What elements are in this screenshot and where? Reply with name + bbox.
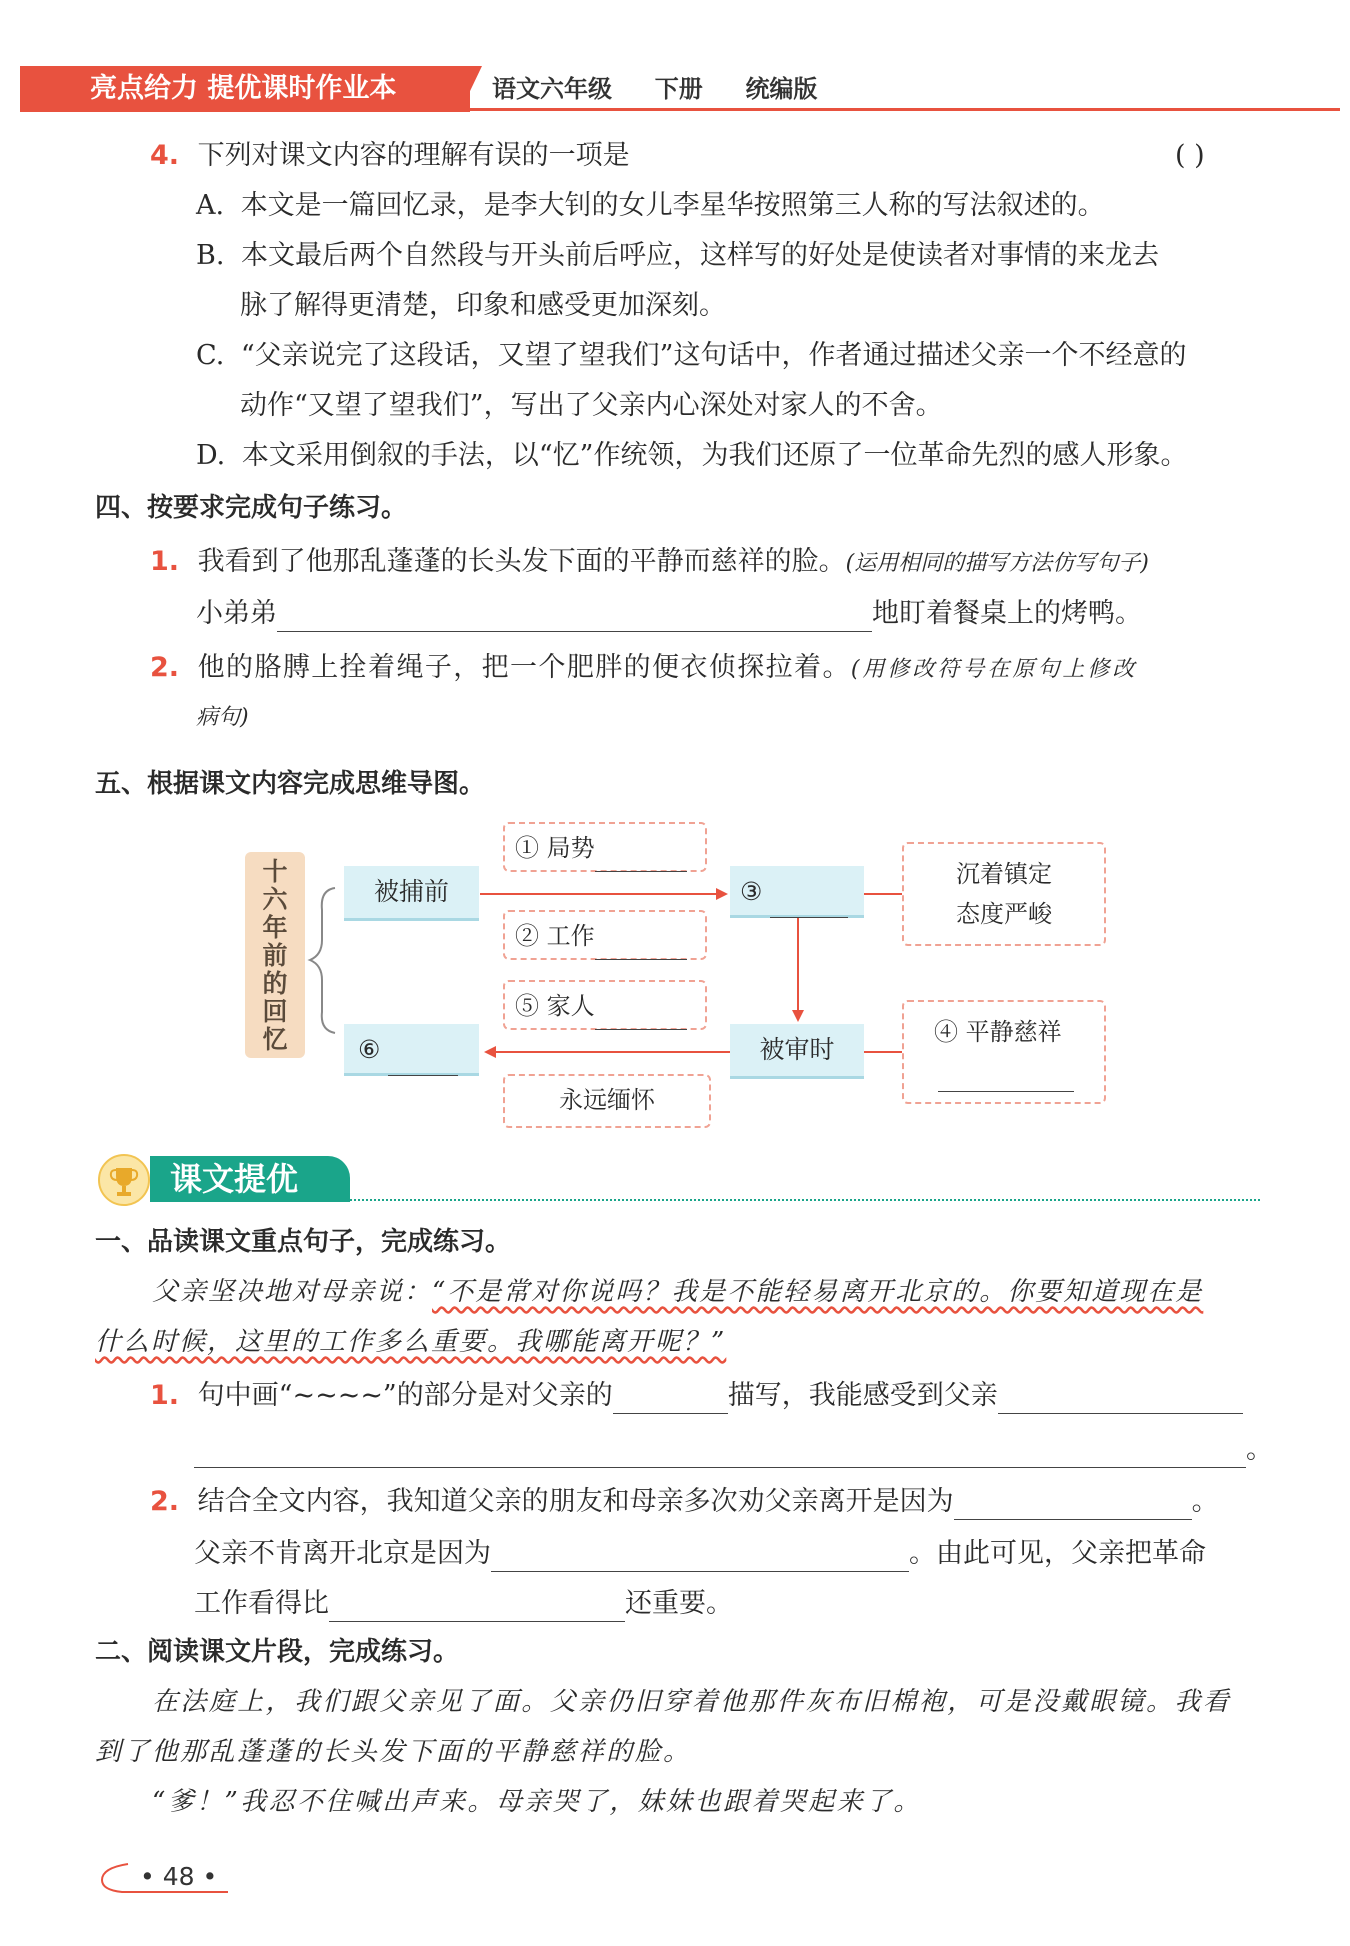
p1-q1-line-2 bbox=[194, 1432, 1273, 1468]
option-text-cont: 动作“又望了望我们”，写出了父亲内心深处对家人的不舍。 bbox=[240, 390, 943, 421]
p1-q1-line bbox=[150, 1378, 1243, 1414]
q4-answer-paren[interactable]: ( ) bbox=[1175, 140, 1205, 171]
option-label: D. bbox=[196, 440, 226, 471]
box-trial: 被审时 bbox=[730, 1024, 864, 1079]
p1-q2-text-d: 。由此可见，父亲把革命 bbox=[909, 1538, 1206, 1569]
item-5-blank[interactable] bbox=[595, 1007, 687, 1030]
p1-q2-text-f: 还重要。 bbox=[625, 1588, 733, 1619]
p1-q2-blank-3[interactable] bbox=[329, 1593, 625, 1622]
section-title-rule bbox=[350, 1199, 1260, 1201]
calm-line-1: 沉着镇定 bbox=[956, 860, 1052, 888]
s4-q2-note-cont: 病句) bbox=[196, 705, 249, 730]
p1-q2-text-c: 父亲不肯离开北京是因为 bbox=[194, 1538, 491, 1569]
p1-q2-line-2 bbox=[194, 1536, 1206, 1572]
arrowhead bbox=[792, 1010, 804, 1022]
q4-number: 4. bbox=[150, 140, 180, 171]
arrowhead bbox=[716, 888, 728, 900]
header-volume: 下册 bbox=[654, 75, 703, 103]
option-label: A. bbox=[196, 190, 225, 221]
option-text: 本文是一篇回忆录，是李大钊的女儿李星华按照第三人称的写法叙述的。 bbox=[240, 190, 1105, 221]
passage-line-1: 在法庭上，我们跟父亲见了面。父亲仍旧穿着他那件灰布旧棉袍，可是没戴眼镜。我看 bbox=[152, 1687, 1232, 1717]
header-brand: 亮点给力 提优课时作业本 bbox=[90, 73, 397, 104]
s4-q1-text: 我看到了他那乱蓬蓬的长头发下面的平静而慈祥的脸。 bbox=[197, 546, 846, 577]
box-3[interactable] bbox=[730, 866, 864, 918]
title-char: 六 bbox=[262, 885, 288, 914]
option-label: B. bbox=[196, 240, 225, 271]
title-char: 的 bbox=[262, 969, 288, 998]
header-edition: 统编版 bbox=[745, 75, 818, 103]
item-2-work[interactable] bbox=[503, 910, 707, 960]
quote-line-2: 什么时候，这里的工作多么重要。我哪能离开呢？” bbox=[95, 1327, 727, 1357]
option-text: 本文采用倒叙的手法，以“忆”作统领，为我们还原了一位革命先烈的感人形象。 bbox=[241, 440, 1188, 471]
title-char: 年 bbox=[262, 913, 288, 942]
item-5-family[interactable] bbox=[503, 980, 707, 1030]
item-4-label: ④ 平静慈祥 bbox=[934, 1018, 1062, 1046]
s4-q2-text: 他的胳膊上拴着绳子，把一个肥胖的便衣侦探拉着。 bbox=[197, 652, 851, 683]
box-6[interactable] bbox=[344, 1024, 479, 1076]
s4-q2-note: (用修改符号在原句上修改 bbox=[850, 657, 1138, 682]
p1-q1-blank-1[interactable] bbox=[613, 1385, 728, 1414]
p1-q2-text-b: 。 bbox=[1191, 1486, 1219, 1517]
passage-line-2: 到了他那乱蓬蓬的长头发下面的平静慈祥的脸。 bbox=[95, 1737, 692, 1767]
box-6-label: ⑥ bbox=[358, 1035, 381, 1064]
calm-line-2: 态度严峻 bbox=[956, 900, 1052, 928]
section-title-kewen: 课文提优 bbox=[150, 1156, 350, 1202]
part2-heading: 二、阅读课文片段，完成练习。 bbox=[95, 1637, 460, 1667]
option-text: “父亲说完了这段话，又望了望我们”这句话中，作者通过描述父亲一个不经意的 bbox=[240, 340, 1187, 371]
p1-q1-end: 。 bbox=[1246, 1434, 1273, 1465]
p1-q2-number: 2. bbox=[150, 1486, 180, 1517]
p1-q2-text-a: 结合全文内容，我知道父亲的朋友和母亲多次劝父亲离开是因为 bbox=[197, 1486, 954, 1517]
arrowhead bbox=[484, 1046, 496, 1058]
s4-q1-note: (运用相同的描写方法仿写句子) bbox=[845, 551, 1149, 576]
item-2-blank[interactable] bbox=[595, 937, 687, 960]
quote-prefix: 父亲坚决地对母亲说： bbox=[152, 1277, 433, 1307]
p1-q2-blank-1[interactable] bbox=[954, 1491, 1192, 1520]
title-char: 回 bbox=[262, 997, 288, 1026]
section4-heading: 四、按要求完成句子练习。 bbox=[95, 493, 408, 523]
box-6-blank[interactable] bbox=[388, 1053, 458, 1076]
section5-heading: 五、根据课文内容完成思维导图。 bbox=[95, 769, 486, 799]
s4-q1-prefix: 小弟弟 bbox=[196, 598, 277, 629]
p1-q1-blank-2[interactable] bbox=[998, 1385, 1243, 1414]
q4-stem: 下列对课文内容的理解有误的一项是 bbox=[197, 140, 630, 171]
p1-q1-number: 1. bbox=[150, 1380, 180, 1411]
item-1-label: ① 局势 bbox=[515, 834, 595, 862]
item-forever-remember: 永远缅怀 bbox=[503, 1074, 711, 1128]
item-1-situation[interactable] bbox=[503, 822, 707, 872]
title-char: 十 bbox=[262, 857, 288, 886]
header-subject-text: 语文六年级 bbox=[492, 75, 612, 103]
p1-q2-blank-2[interactable] bbox=[491, 1543, 909, 1572]
p1-q1-text-b: 描写，我能感受到父亲 bbox=[727, 1380, 998, 1411]
p1-q2-line-3 bbox=[194, 1586, 733, 1622]
page-number: • 48 • bbox=[140, 1862, 218, 1891]
part1-heading: 一、品读课文重点句子，完成练习。 bbox=[95, 1227, 512, 1257]
item-4-box[interactable] bbox=[902, 1000, 1106, 1104]
option-text: 本文最后两个自然段与开头前后呼应，这样写的好处是使读者对事情的来龙去 bbox=[241, 240, 1160, 271]
s4-q1-number: 1. bbox=[150, 546, 180, 577]
title-char: 忆 bbox=[262, 1025, 288, 1054]
trophy-icon bbox=[98, 1154, 150, 1206]
s4-q2-number: 2. bbox=[150, 652, 180, 683]
option-label: C. bbox=[196, 340, 225, 371]
title-char: 前 bbox=[262, 941, 288, 970]
p1-q1-text-a: 句中画“~~~~”的部分是对父亲的 bbox=[197, 1380, 613, 1411]
p1-q2-line bbox=[150, 1484, 1219, 1520]
brace-shape bbox=[310, 888, 335, 1033]
p1-q2-text-e: 工作看得比 bbox=[194, 1588, 329, 1619]
s4-q1-suffix: 地盯着餐桌上的烤鸭。 bbox=[872, 598, 1142, 629]
calm-box bbox=[902, 842, 1106, 946]
passage-line-3: “爹！”我忍不住喊出声来。母亲哭了，妹妹也跟着哭起来了。 bbox=[152, 1787, 922, 1817]
item-2-label: ② 工作 bbox=[515, 922, 595, 950]
box-3-blank[interactable] bbox=[770, 895, 848, 918]
p1-q1-blank-3[interactable] bbox=[194, 1439, 1246, 1468]
box-3-label: ③ bbox=[740, 877, 763, 906]
quote-line-1 bbox=[152, 1274, 1203, 1310]
item-5-label: ⑤ 家人 bbox=[515, 992, 595, 1020]
item-4-blank[interactable] bbox=[938, 1065, 1074, 1092]
option-text-cont: 脉了解得更清楚，印象和感受更加深刻。 bbox=[240, 290, 726, 321]
box-before-arrest: 被捕前 bbox=[344, 866, 479, 921]
quote-underlined: “不是常对你说吗？我是不能轻易离开北京的。你要知道现在是 bbox=[432, 1277, 1204, 1307]
item-1-blank[interactable] bbox=[595, 849, 687, 872]
